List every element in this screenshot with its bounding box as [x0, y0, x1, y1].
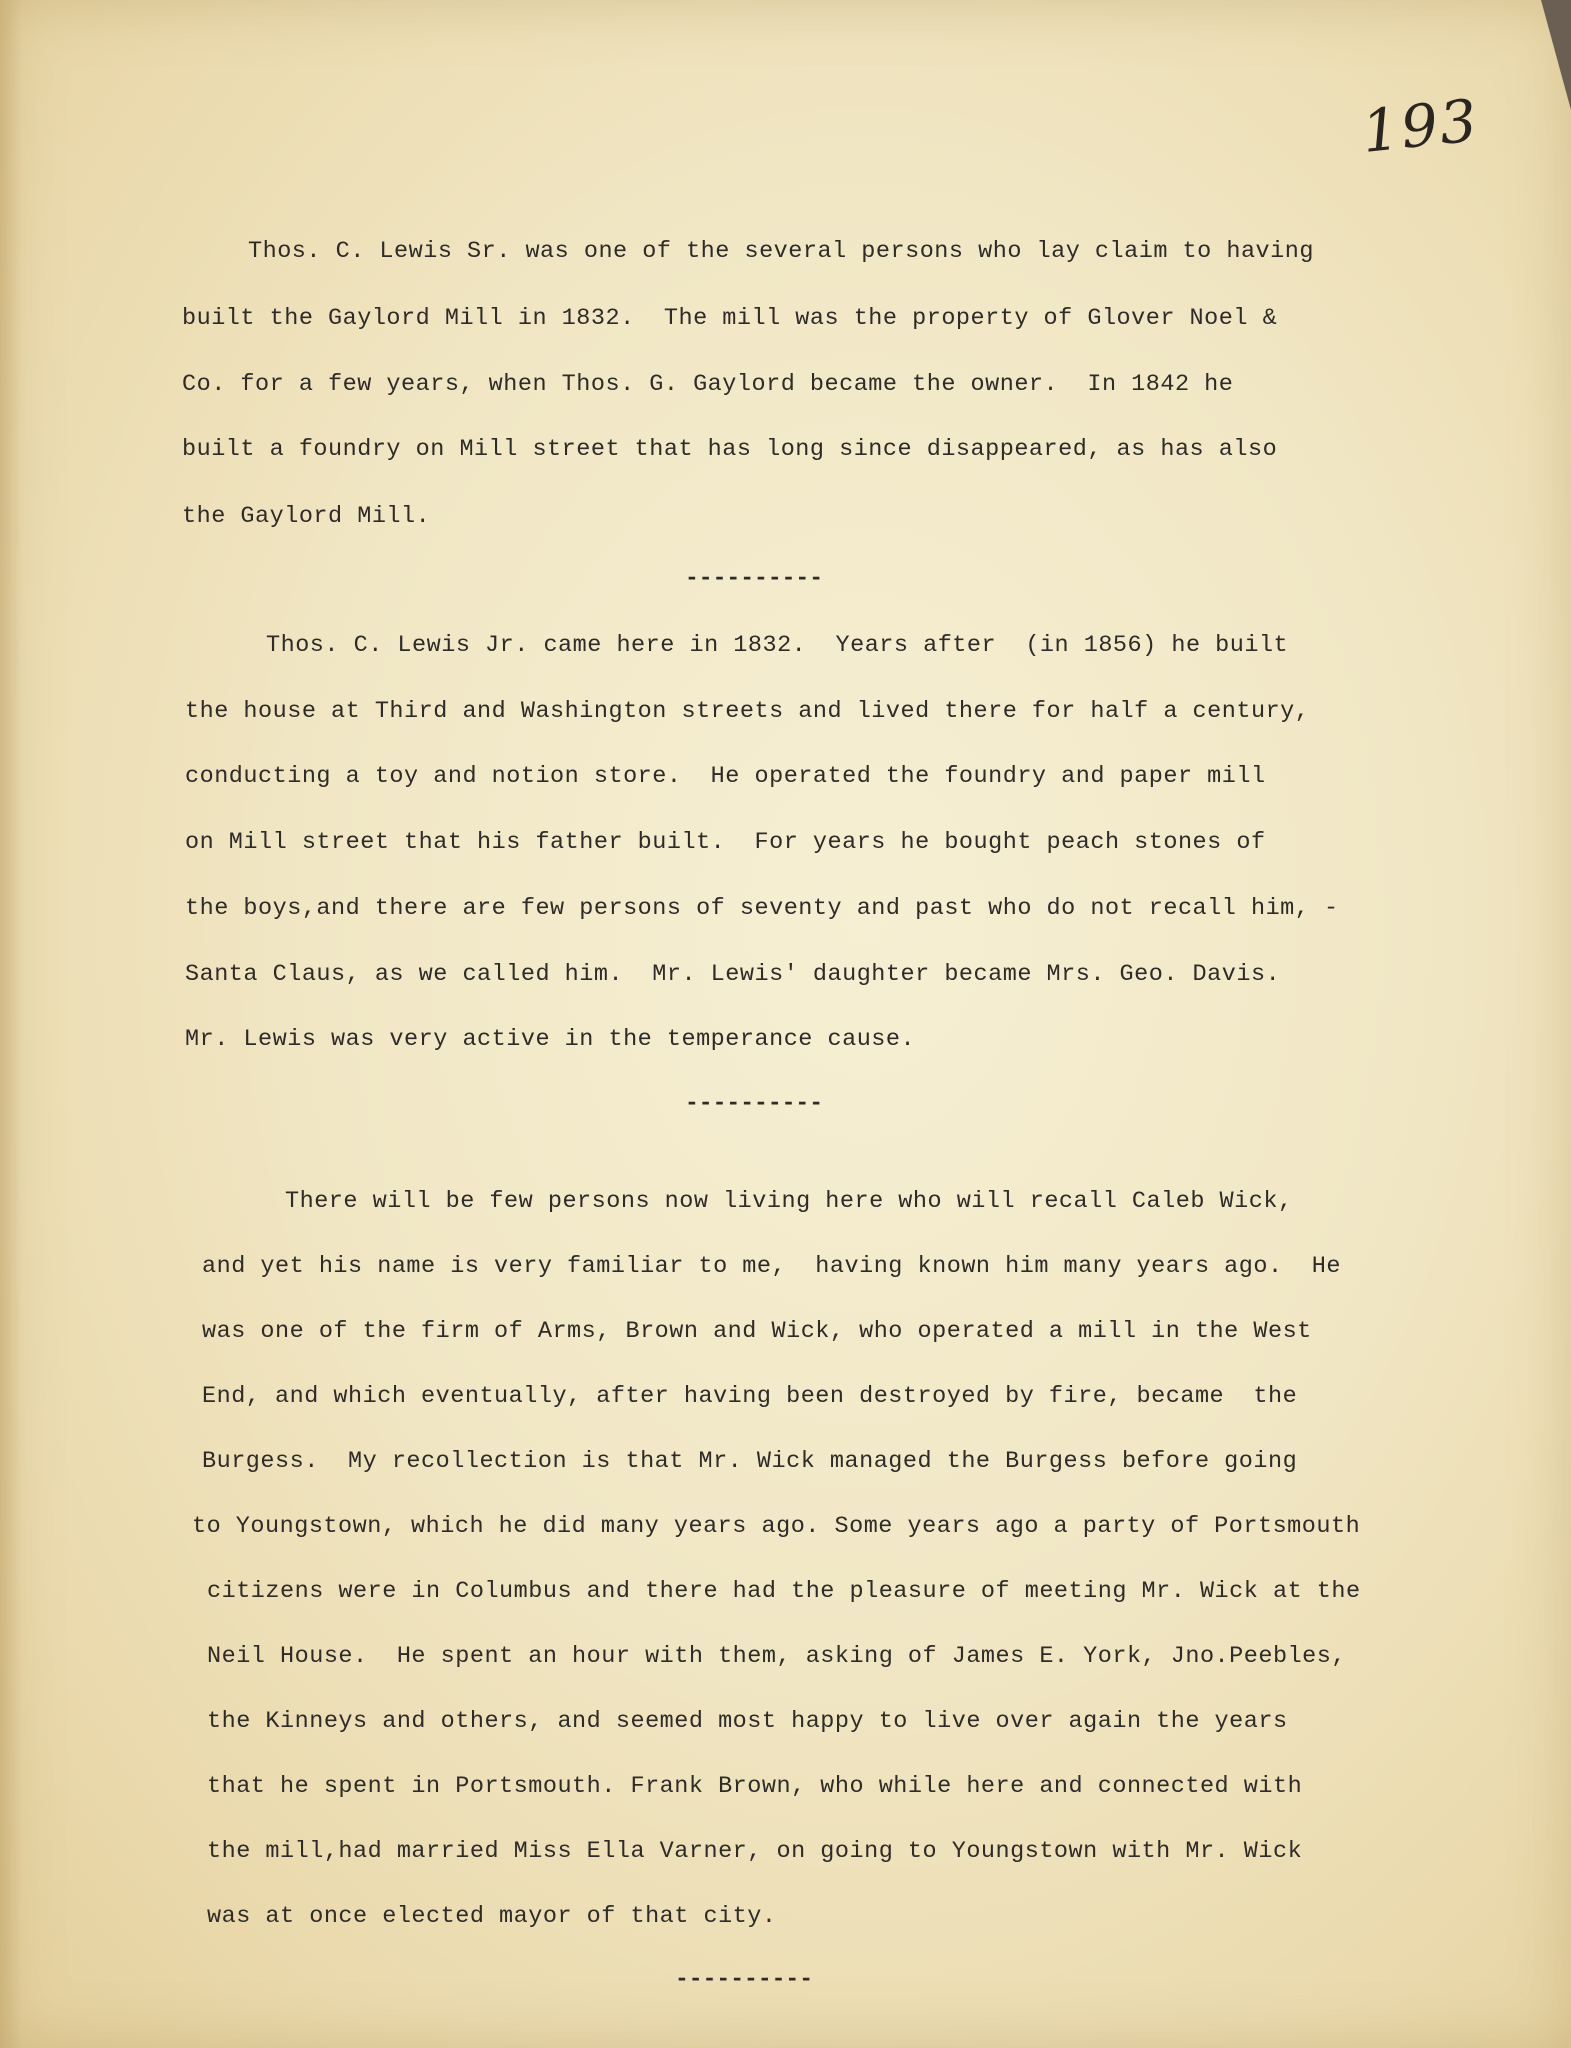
paragraph-3-line-8: Neil House. He spent an hour with them, asking of James E. York, Jno.Peebles,: [207, 1643, 1346, 1670]
separator-1: ----------: [685, 565, 824, 591]
page-edge-shading: [0, 0, 22, 2048]
page-number: 193: [1358, 86, 1482, 166]
paragraph-3-line-11: the mill,had married Miss Ella Varner, on going to Youngstown with Mr. Wick: [207, 1838, 1303, 1865]
paragraph-3-line-10: that he spent in Portsmouth. Frank Brown, who while here and connected with: [207, 1773, 1303, 1800]
paragraph-2-line-5: the boys,and there are few persons of seventy and past who do not recall him, -: [185, 895, 1339, 922]
paragraph-3-line-4: End, and which eventually, after having been destroyed by fire, became the: [202, 1383, 1298, 1410]
paragraph-2-line-1: Thos. C. Lewis Jr. came here in 1832. Years after (in 1856) he built: [266, 632, 1289, 659]
paragraph-3-line-12: was at once elected mayor of that city.: [207, 1903, 777, 1930]
paragraph-3-line-7: citizens were in Columbus and there had the pleasure of meeting Mr. Wick at the: [207, 1578, 1361, 1605]
paragraph-3-line-3: was one of the firm of Arms, Brown and Wick, who operated a mill in the West: [202, 1318, 1312, 1345]
paragraph-2-line-6: Santa Claus, as we called him. Mr. Lewis' daughter became Mrs. Geo. Davis.: [185, 961, 1281, 988]
paragraph-1-line-5: the Gaylord Mill.: [182, 503, 431, 530]
paragraph-3-line-2: and yet his name is very familiar to me, having known him many years ago. He: [202, 1253, 1341, 1280]
paragraph-2-line-3: conducting a toy and notion store. He operated the foundry and paper mill: [185, 763, 1266, 790]
paragraph-1-line-3: Co. for a few years, when Thos. G. Gaylord became the owner. In 1842 he: [182, 371, 1234, 398]
paragraph-3-line-1: There will be few persons now living here who will recall Caleb Wick,: [285, 1188, 1293, 1215]
paragraph-2-line-2: the house at Third and Washington streets and lived there for half a century,: [185, 698, 1310, 725]
separator-2: ----------: [685, 1090, 824, 1116]
paragraph-2-line-4: on Mill street that his father built. For years he bought peach stones of: [185, 829, 1266, 856]
paragraph-3-line-5: Burgess. My recollection is that Mr. Wick managed the Burgess before going: [202, 1448, 1298, 1475]
separator-3: ----------: [675, 1966, 814, 1992]
paragraph-1-line-2: built the Gaylord Mill in 1832. The mill was the property of Glover Noel &: [182, 305, 1278, 332]
paragraph-3-line-9: the Kinneys and others, and seemed most happy to live over again the years: [207, 1708, 1288, 1735]
paragraph-1-line-4: built a foundry on Mill street that has long since disappeared, as has also: [182, 436, 1278, 463]
paragraph-3-line-6: to Youngstown, which he did many years ago. Some years ago a party of Portsmouth: [192, 1513, 1361, 1540]
paragraph-2-line-7: Mr. Lewis was very active in the temperance cause.: [185, 1026, 916, 1053]
paragraph-1-line-1: Thos. C. Lewis Sr. was one of the several persons who lay claim to having: [248, 238, 1314, 265]
torn-corner: [1541, 0, 1571, 110]
